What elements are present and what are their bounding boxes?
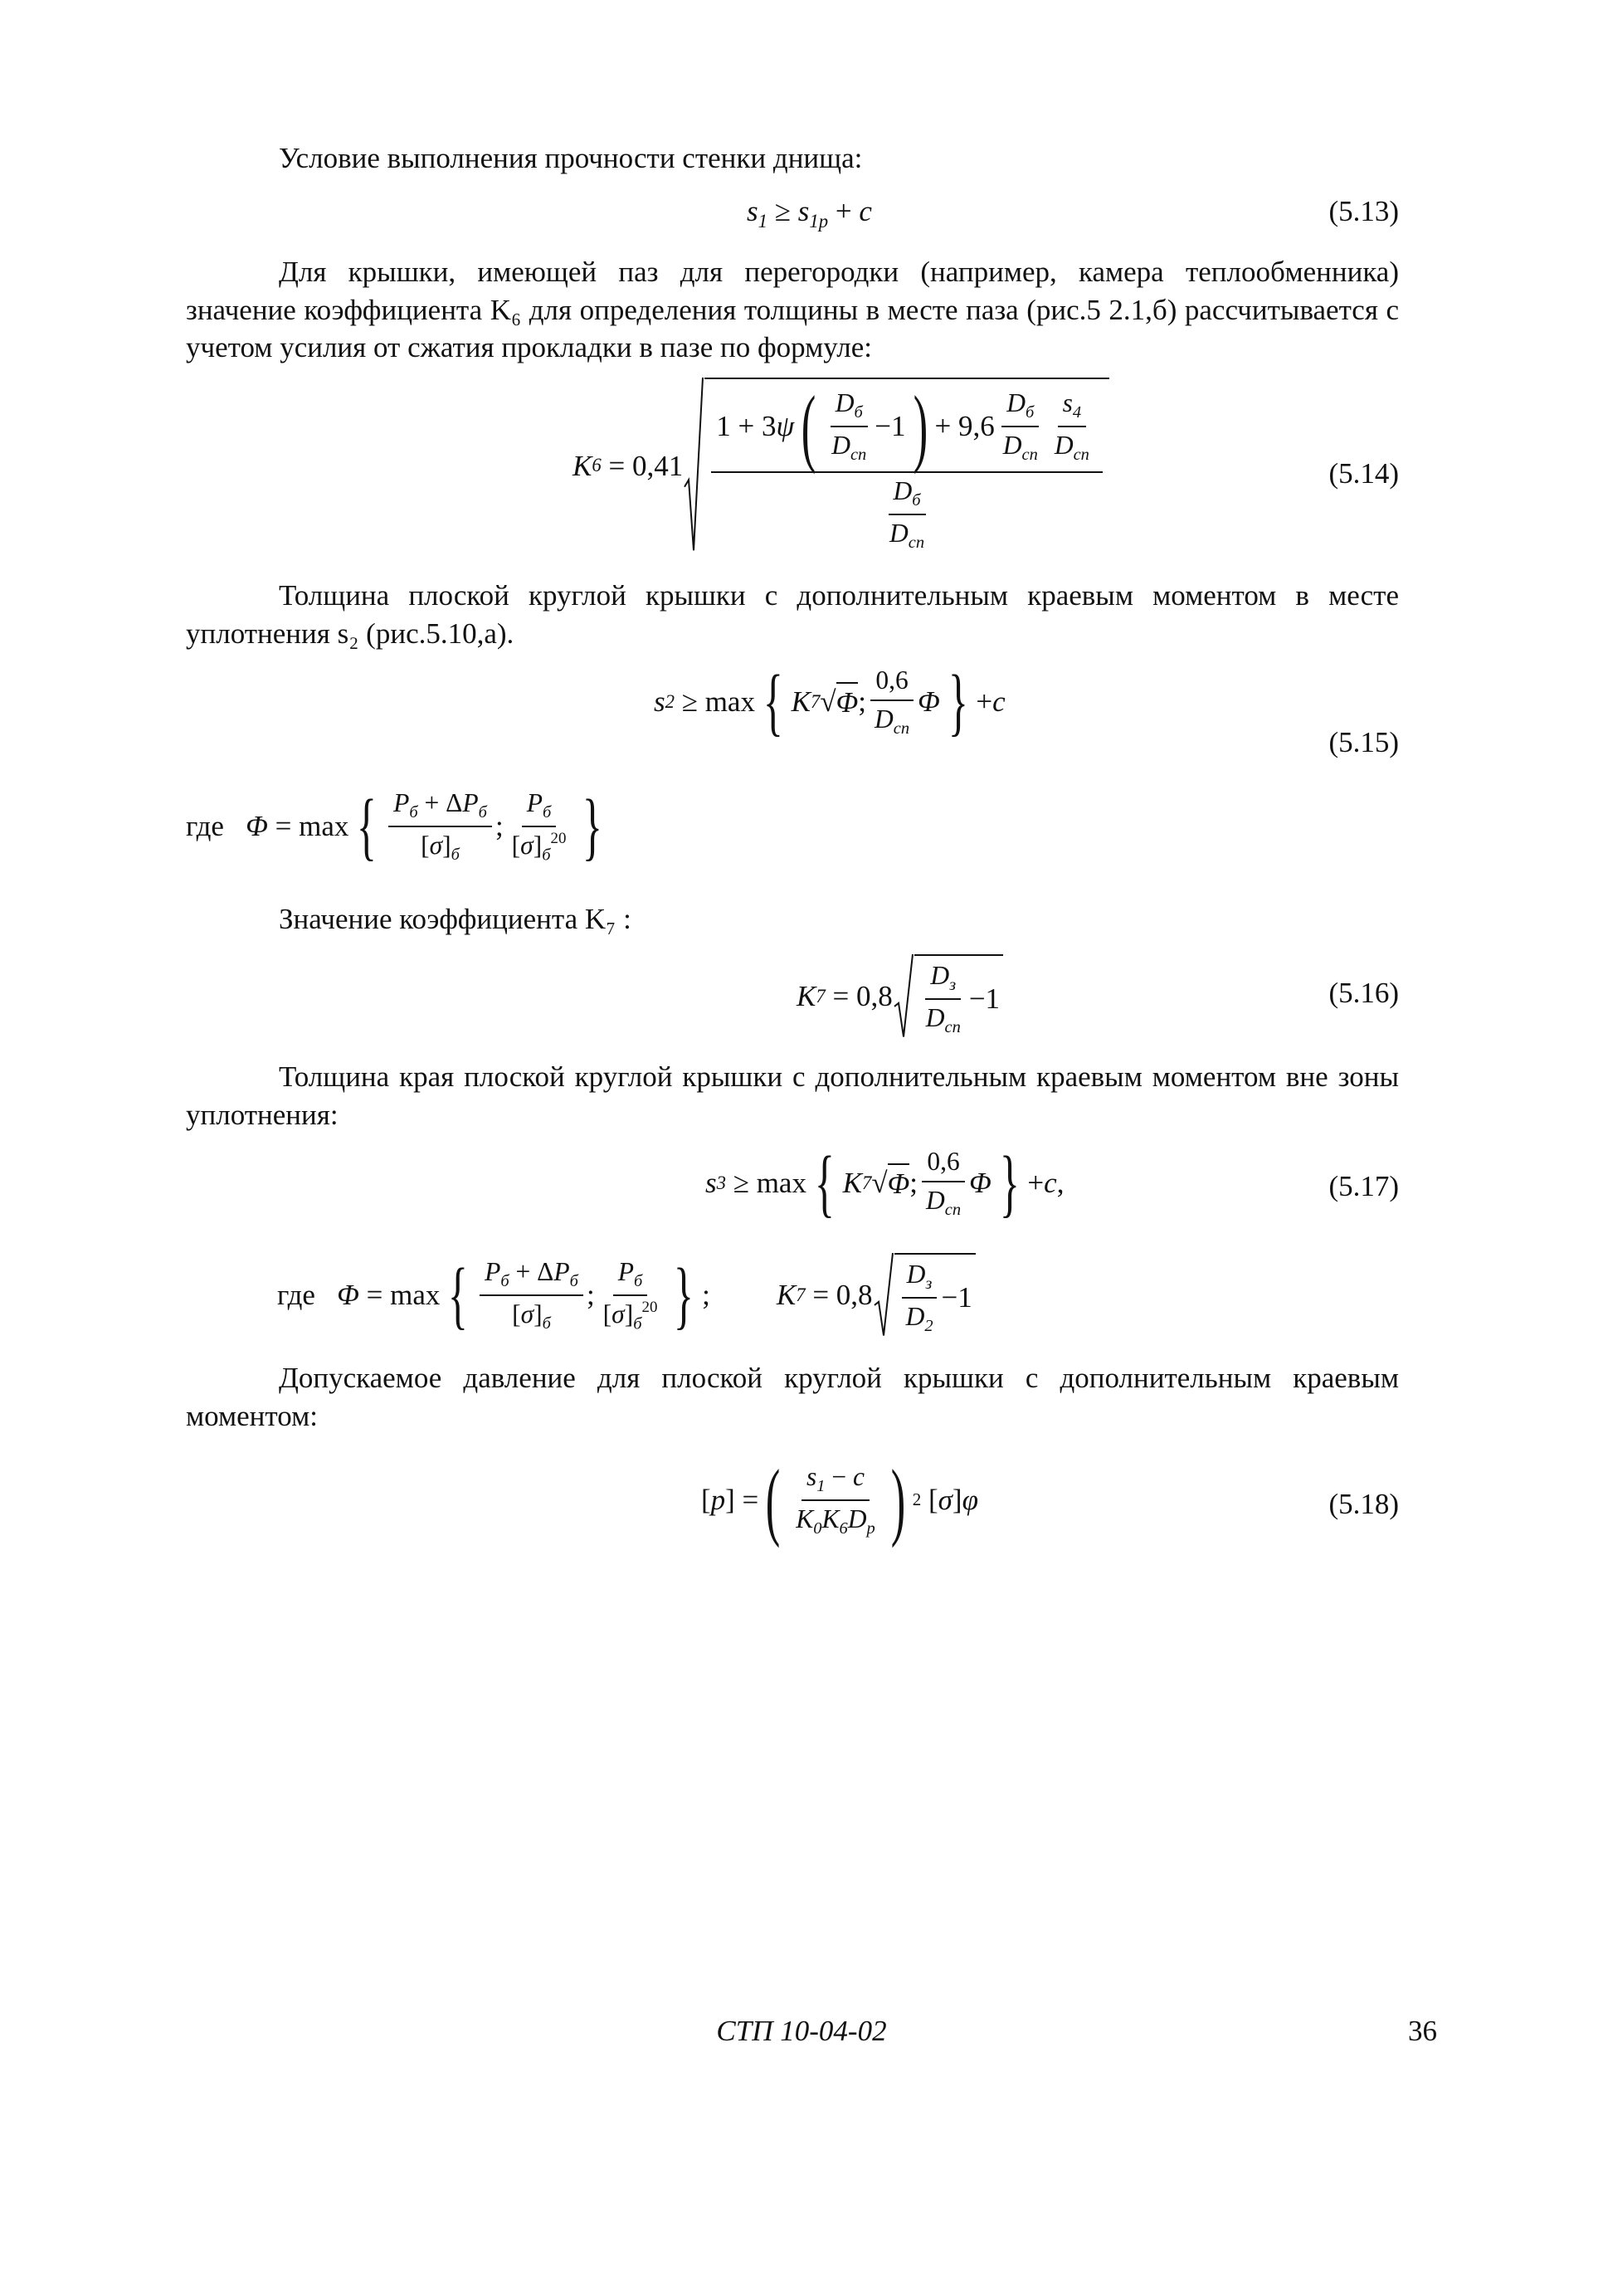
equation-5-14: K 6 = 0,41 1 + 3 ψ ( $\frac{D_б}{D_{cn}}$ −1 ) + 9,6 $\frac{D_б}{D_{cn}}$ $\frac{s_4}{D_{cn}}$ $\frac{D_б}{D_{cn}}$ — [572, 378, 1109, 554]
equation-number-5-13: (5.13) — [1328, 195, 1399, 227]
paragraph-cover-thickness-seal: Толщина плоской круглой крышки с дополнительным краевым моментом в месте уплотнения s₂ (рис.5.10,а). — [186, 579, 1399, 650]
footer-document-code: СТП 10-04-02 — [716, 2015, 887, 2047]
page-number: 36 — [1408, 2015, 1437, 2047]
equation-number-5-16: (5.16) — [1328, 977, 1399, 1009]
where-phi-2: где Φ = max { $\frac{P_б + \Delta P_б}{[\sigma]_б}$ ; $\frac{P_б}{[\sigma]_б^{20}}$ } ; K 7 = 0,8 $\frac{D_з}{D_2}$ −1 — [277, 1253, 976, 1338]
paragraph-cover-groove: Для крышки, имеющей паз для перегородки (например, камера теплообменника) значение коэффициента K₆ для определения толщины в месте паза (рис.5 2.1,б) рассчитывается с учетом усилия от сжатия прокладки в пазе по формуле: — [186, 256, 1399, 363]
equation-5-13: $s_1 \ge s_{1p} + c$ — [747, 195, 872, 232]
paragraph-allowable-pressure: Допускаемое давление для плоской круглой крышки с дополнительным краевым моментом: — [186, 1362, 1399, 1432]
paragraph-edge-thickness: Толщина края плоской круглой крышки с дополнительным краевым моментом вне зоны уплотнения: — [186, 1060, 1399, 1131]
paragraph-k7-value: Значение коэффициента K₇ : — [279, 903, 631, 935]
equation-5-16: K 7 = 0,8 $\frac{D_з}{D_{cn}}$ −1 — [797, 954, 1003, 1039]
paragraph-bottom-strength: Условие выполнения прочности стенки днища: — [279, 142, 863, 174]
equation-number-5-15: (5.15) — [1328, 726, 1399, 758]
where-label: где — [277, 1279, 315, 1312]
equation-5-15: s 2 ≥ max { K 7 √ Φ ; $\frac{0,6}{D_{cn}}$ Φ } + c — [654, 660, 1006, 744]
equation-number-5-18: (5.18) — [1328, 1488, 1399, 1520]
where-phi-1: где Φ = max { $\frac{P_б + \Delta P_б}{[\sigma]_б}$ ; $\frac{P_б}{[\sigma]_б^{20}}$ } — [186, 784, 603, 869]
equation-5-17: s 3 ≥ max { K 7 √ Φ ; $\frac{0,6}{D_{cn}}$ Φ } + c , — [705, 1141, 1065, 1226]
where-label: где — [186, 810, 224, 843]
equation-5-18: [ p ] = ( $\frac{s_1 - c}{K_0K_6D_p}$ ) 2 [ σ ] φ — [701, 1451, 978, 1548]
equation-number-5-17: (5.17) — [1328, 1170, 1399, 1202]
equation-number-5-14: (5.14) — [1328, 457, 1399, 490]
